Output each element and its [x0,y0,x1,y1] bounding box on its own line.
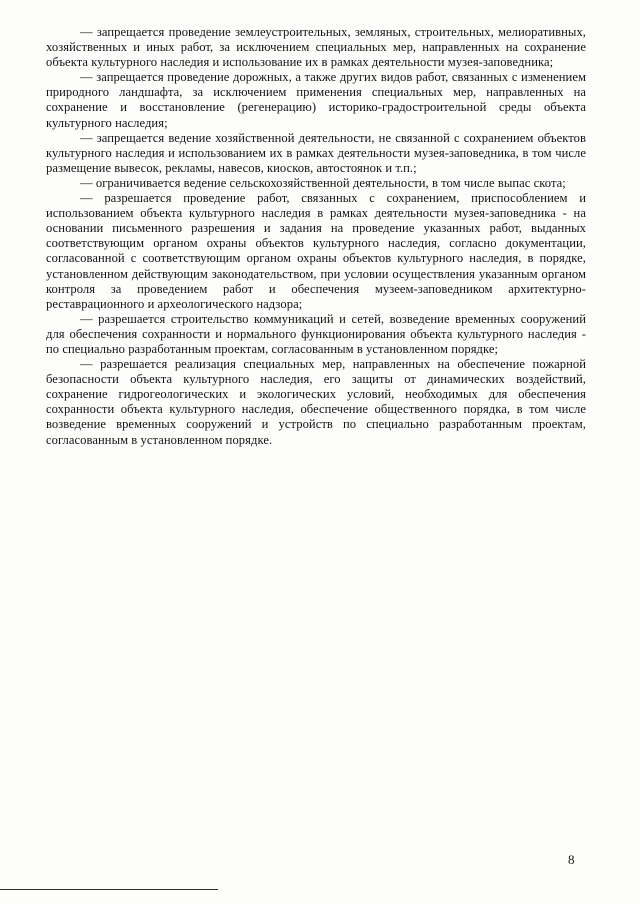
paragraph-agriculture-restriction: — ограничивается ведение сельскохозяйственной деятельности, в том числе выпас скота; [80,175,566,190]
paragraph-utilities-construction-permitted: — разрешается строительство коммуникаций и сетей, возведение временных сооружений для обеспечения сохранности и нормального функционирования объекта культурного наследия - по специально разработанным проектам, согласованным в установленном порядке; [46,311,586,356]
paragraph-earthworks-ban: — запрещается проведение землеустроительных, земляных, строительных, мелиоративных, хозяйственных и иных работ, за исключением специальных мер, направленных на сохранение объекта культурного наследия и использование их в рамках деятельности музея-заповедника; [46,25,586,70]
page-number: 8 [568,852,575,867]
document-body [46,25,586,448]
paragraph-conservation-works-permitted: — разрешается проведение работ, связанных с сохранением, приспособлением и использованием объекта культурного наследия в рамках деятельности музея-заповедника - на основании письменного разрешения и задания на проведение указанных работ, выданных соответствующим органом охраны объектов культурного наследия, согласно документации, согласованной с соответствующим органом охраны объектов культурного наследия, в порядке, установленном действующим законодательством, при условии осуществления указанным органом контроля за проведением работ и обеспечения музеем-заповедником архитектурно-реставрационного и археологического надзора; [46,191,586,311]
paragraph-safety-measures-permitted: — разрешается реализация специальных мер, направленных на обеспечение пожарной безопасности объекта культурного наследия, его защиты от динамических воздействий, сохранение гидрогеологических и экологических условий, необходимых для обеспечения сохранности объекта культурного наследия, обеспечение общественного порядка, в том числе возведение временных сооружений и устройств по специально разработанным проектам, согласованным в установленном порядке. [46,357,586,447]
footer-divider [0,889,218,890]
paragraph-road-works-ban: — запрещается проведение дорожных, а также других видов работ, связанных с изменением природного ландшафта, за исключением применения специальных мер, направленных на сохранение и восстановление (регенерацию) историко-градостроительной среды объекта культурного наследия; [46,70,586,130]
paragraph-economic-activity-ban: — запрещается ведение хозяйственной деятельности, не связанной с сохранением объектов культурного наследия и использованием их в рамках деятельности музея-заповедника, в том числе размещение вывесок, рекламы, навесов, киосков, автостоянок и т.п.; [46,130,586,175]
